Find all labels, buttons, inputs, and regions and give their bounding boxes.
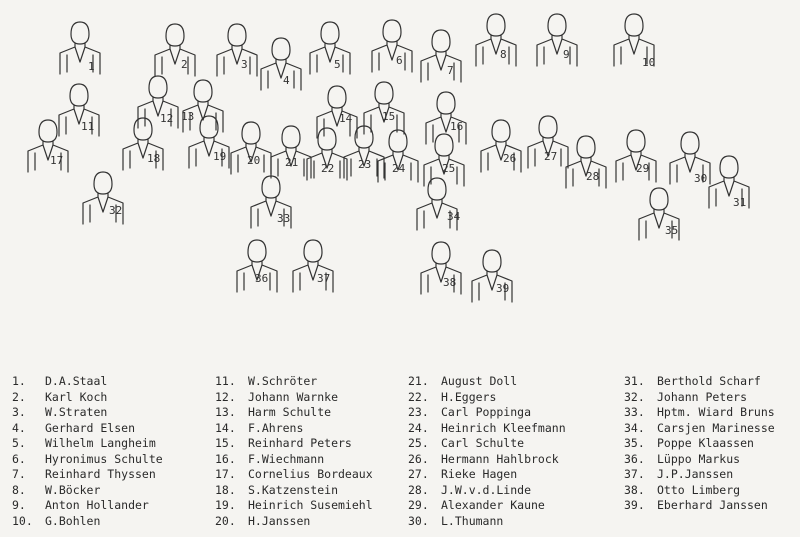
legend-entry	[624, 405, 775, 421]
legend-entry	[12, 405, 163, 421]
legend-entry-name: J.W.v.d.Linde	[441, 482, 532, 497]
figure-number: 8	[500, 48, 507, 61]
legend-entry-name: Alexander Kaune	[441, 498, 545, 512]
figure-number: 14	[339, 112, 353, 125]
legend-entry-number: 29.	[408, 498, 429, 512]
figure-5	[310, 22, 350, 74]
figure-number: 39	[496, 282, 510, 295]
legend-entry-number: 12.	[215, 389, 236, 404]
legend-entry	[408, 421, 566, 437]
legend-entry-name: Gerhard Elsen	[45, 420, 136, 435]
legend-entry	[12, 514, 163, 530]
legend-entry-number: 8.	[12, 482, 26, 497]
legend-entry-number: 33.	[624, 405, 645, 419]
legend-entry	[215, 374, 373, 390]
legend-entry	[408, 498, 566, 514]
figure-number: 15	[382, 110, 396, 123]
figure-38	[421, 242, 461, 294]
figure-16	[426, 92, 466, 144]
legend-entry	[408, 436, 566, 452]
legend-entry-name: S.Katzenstein	[248, 482, 339, 497]
legend-entry	[215, 483, 373, 499]
legend-entry-name: W.Schröter	[248, 374, 318, 388]
figure-number: 27	[544, 150, 558, 163]
legend-entry-name: Eberhard Janssen	[657, 498, 768, 512]
legend-entry	[624, 421, 775, 437]
figure-8	[476, 14, 516, 66]
figure-number: 26	[503, 152, 517, 165]
figure-6	[372, 20, 412, 72]
legend-entry	[624, 390, 775, 406]
legend-entry-number: 39.	[624, 498, 645, 512]
figure-number: 10	[642, 56, 656, 69]
legend-entry	[215, 514, 373, 530]
figure-12	[138, 76, 178, 128]
legend-entry	[12, 452, 163, 468]
legend-entry-number: 37.	[624, 467, 645, 481]
figure-number: 32	[109, 204, 123, 217]
figure-1	[60, 22, 100, 74]
legend-entry-number: 16.	[215, 451, 236, 466]
figure-28	[566, 136, 606, 188]
legend-entry-name: L.Thumann	[441, 513, 504, 528]
legend-entry-number: 35.	[624, 436, 645, 450]
legend-entry-name: Berthold Scharf	[657, 374, 761, 388]
legend-entry	[215, 390, 373, 406]
legend-entry-number: 28.	[408, 482, 429, 497]
figure-outline	[424, 134, 464, 186]
legend-entry	[12, 436, 163, 452]
legend-entry-name: Carl Poppinga	[441, 405, 532, 419]
figure-outline	[261, 38, 301, 90]
legend-entry	[624, 452, 775, 468]
figure-26	[481, 120, 521, 172]
figure-number: 38	[443, 276, 457, 289]
figure-number: 34	[447, 210, 461, 223]
figure-15	[364, 82, 404, 134]
figure-37	[293, 240, 333, 292]
legend-entry-name: Heinrich Susemiehl	[248, 498, 373, 512]
figure-number: 36	[255, 272, 269, 285]
figure-number: 25	[442, 162, 456, 175]
legend-entry-name: F.Ahrens	[248, 420, 304, 435]
legend-entry-name: W.Straten	[45, 405, 108, 419]
figure-14	[317, 86, 357, 138]
legend-entry-number: 36.	[624, 451, 645, 466]
legend-entry-number: 18.	[215, 482, 236, 497]
legend-entry-number: 2.	[12, 389, 26, 404]
legend-entry-number: 15.	[215, 436, 236, 450]
figure-outline	[372, 20, 412, 72]
legend-entry-number: 14.	[215, 420, 236, 435]
figure-number: 30	[694, 172, 708, 185]
figure-number: 16	[450, 120, 464, 133]
legend-entry-name: Carsjen Marinesse	[657, 420, 775, 435]
legend-entry-number: 30.	[408, 513, 429, 528]
legend-entry-name: G.Bohlen	[45, 513, 101, 528]
legend-entry-number: 9.	[12, 498, 26, 512]
figure-18	[123, 118, 163, 170]
legend-entry-name: J.P.Janssen	[657, 467, 734, 481]
legend-entry-number: 23.	[408, 405, 429, 419]
legend-entry	[215, 467, 373, 483]
legend-entry-name: H.Eggers	[441, 389, 497, 404]
legend-entry	[215, 405, 373, 421]
legend-entry	[12, 483, 163, 499]
legend-entry-name: Johann Warnke	[248, 389, 339, 404]
legend-entry-name: Rieke Hagen	[441, 467, 518, 481]
legend-entry-number: 11.	[215, 374, 236, 388]
figure-10	[614, 14, 655, 69]
figure-36	[237, 240, 277, 292]
legend-entry-name: W.Böcker	[45, 482, 101, 497]
figure-number: 24	[392, 162, 406, 175]
legend-entry-number: 1.	[12, 374, 26, 388]
legend-entry	[624, 483, 775, 499]
legend-entry	[215, 436, 373, 452]
legend-entry-number: 13.	[215, 405, 236, 419]
legend-entry-number: 26.	[408, 451, 429, 466]
legend-entry-name: H.Janssen	[248, 513, 311, 528]
figure-number: 35	[665, 224, 679, 237]
legend-entry	[408, 467, 566, 483]
legend-entry	[215, 498, 373, 514]
figure-outline	[310, 22, 350, 74]
legend-entry-number: 22.	[408, 389, 429, 404]
figure-outline	[155, 24, 195, 76]
legend-entry-number: 32.	[624, 389, 645, 404]
figure-number: 2	[181, 58, 188, 71]
figure-20	[231, 122, 271, 174]
figure-number: 19	[213, 150, 227, 163]
figure-number: 22	[321, 162, 335, 175]
figure-number: 23	[358, 158, 372, 171]
legend-entry-name: Otto Limberg	[657, 482, 741, 497]
legend-entry	[408, 374, 566, 390]
figure-number: 6	[396, 54, 403, 67]
figure-number: 12	[160, 112, 174, 125]
figure-number: 33	[277, 212, 291, 225]
legend-entry-number: 7.	[12, 467, 26, 481]
legend-entry-name: Harm Schulte	[248, 405, 332, 419]
legend-entry-name: Reinhard Thyssen	[45, 467, 156, 481]
figure-number: 1	[88, 60, 95, 73]
figure-9	[537, 14, 577, 66]
figure-outline	[476, 14, 516, 66]
legend-column-4	[624, 374, 775, 514]
legend-entry-name: Johann Peters	[657, 389, 748, 404]
figure-number: 9	[563, 48, 570, 61]
legend-entry-number: 25.	[408, 436, 429, 450]
legend-entry	[408, 514, 566, 530]
legend-entry-number: 5.	[12, 436, 26, 450]
figure-2	[155, 24, 195, 76]
figure-outline	[537, 14, 577, 66]
figure-27	[528, 116, 568, 168]
legend-entry-name: Wilhelm Langheim	[45, 436, 156, 450]
figure-outline	[271, 126, 311, 178]
legend-entry-number: 10.	[12, 513, 33, 528]
legend-column-1	[12, 374, 163, 529]
legend-entry	[408, 390, 566, 406]
figure-4	[261, 38, 301, 90]
figure-31	[709, 156, 749, 209]
figure-39	[472, 250, 512, 302]
legend-entry	[12, 374, 163, 390]
legend-entry-number: 31.	[624, 374, 645, 388]
legend-entry-number: 19.	[215, 498, 236, 512]
legend-entry-number: 6.	[12, 451, 26, 466]
figure-13	[181, 80, 223, 132]
legend-entry-number: 21.	[408, 374, 429, 388]
legend-column-2	[215, 374, 373, 529]
legend-entry	[215, 421, 373, 437]
legend-entry	[624, 498, 775, 514]
figure-outline	[183, 80, 223, 132]
figure-3	[217, 24, 257, 76]
legend-entry-number: 24.	[408, 420, 429, 435]
legend-entry-name: Carl Schulte	[441, 436, 525, 450]
figure-21	[271, 126, 311, 178]
legend-entry-name: Hptm. Wiard Bruns	[657, 405, 775, 419]
figure-32	[83, 172, 123, 224]
legend-entry-name: August Doll	[441, 374, 518, 388]
legend-entry-number: 38.	[624, 482, 645, 497]
legend-entry	[408, 405, 566, 421]
legend-entry-name: Reinhard Peters	[248, 436, 352, 450]
legend-entry-name: Heinrich Kleefmann	[441, 420, 566, 435]
legend-entry-name: Cornelius Bordeaux	[248, 467, 373, 481]
figure-number: 11	[81, 120, 95, 133]
figure-number: 21	[285, 156, 299, 169]
figure-29	[616, 130, 656, 182]
legend-entry	[624, 374, 775, 390]
legend-entry	[624, 436, 775, 452]
legend-entry-name: Poppe Klaassen	[657, 436, 754, 450]
figure-number: 29	[636, 162, 650, 175]
figure-33	[251, 176, 291, 228]
legend-entry	[12, 467, 163, 483]
legend-entry-name: Anton Hollander	[45, 498, 149, 512]
figure-outline	[217, 24, 257, 76]
legend-entry-name: Hyronimus Schulte	[45, 451, 163, 466]
legend-entry-number: 34.	[624, 420, 645, 435]
legend-entry	[408, 483, 566, 499]
legend-entry-name: D.A.Staal	[45, 374, 108, 388]
figure-7	[421, 30, 461, 82]
figure-number: 4	[283, 74, 290, 87]
legend-entry-name: Hermann Hahlbrock	[441, 451, 559, 466]
figure-outline	[426, 92, 466, 144]
legend-entry	[12, 390, 163, 406]
figure-number: 17	[50, 154, 64, 167]
figure-number: 3	[241, 58, 248, 71]
figure-number: 31	[733, 196, 747, 209]
legend-entry-name: Karl Koch	[45, 389, 108, 404]
figure-number: 18	[147, 152, 161, 165]
figure-22	[307, 128, 347, 180]
legend-entry-name: Lüppo Markus	[657, 451, 741, 466]
legend-entry-number: 27.	[408, 467, 429, 481]
figure-11	[59, 84, 99, 136]
figure-outline	[364, 82, 404, 134]
figure-number: 7	[447, 64, 454, 77]
figure-number: 5	[334, 58, 341, 71]
legend-entry	[408, 452, 566, 468]
legend-entry-number: 4.	[12, 420, 26, 435]
legend-entry-number: 20.	[215, 513, 236, 528]
figure-number: 37	[317, 272, 331, 285]
figure-30	[670, 132, 710, 185]
figure-number: 13	[181, 110, 195, 123]
legend-entry	[12, 498, 163, 514]
legend-column-3	[408, 374, 566, 529]
figure-17	[28, 120, 68, 172]
legend-entry	[624, 467, 775, 483]
legend-entry-number: 17.	[215, 467, 236, 481]
legend-entry-number: 3.	[12, 405, 26, 419]
figure-25	[424, 134, 464, 186]
figure-number: 28	[586, 170, 600, 183]
legend-entry-name: F.Wiechmann	[248, 451, 325, 466]
legend-entry	[215, 452, 373, 468]
figure-outline	[421, 30, 461, 82]
figure-35	[639, 188, 679, 240]
figure-number: 20	[247, 154, 261, 167]
legend-entry	[12, 421, 163, 437]
